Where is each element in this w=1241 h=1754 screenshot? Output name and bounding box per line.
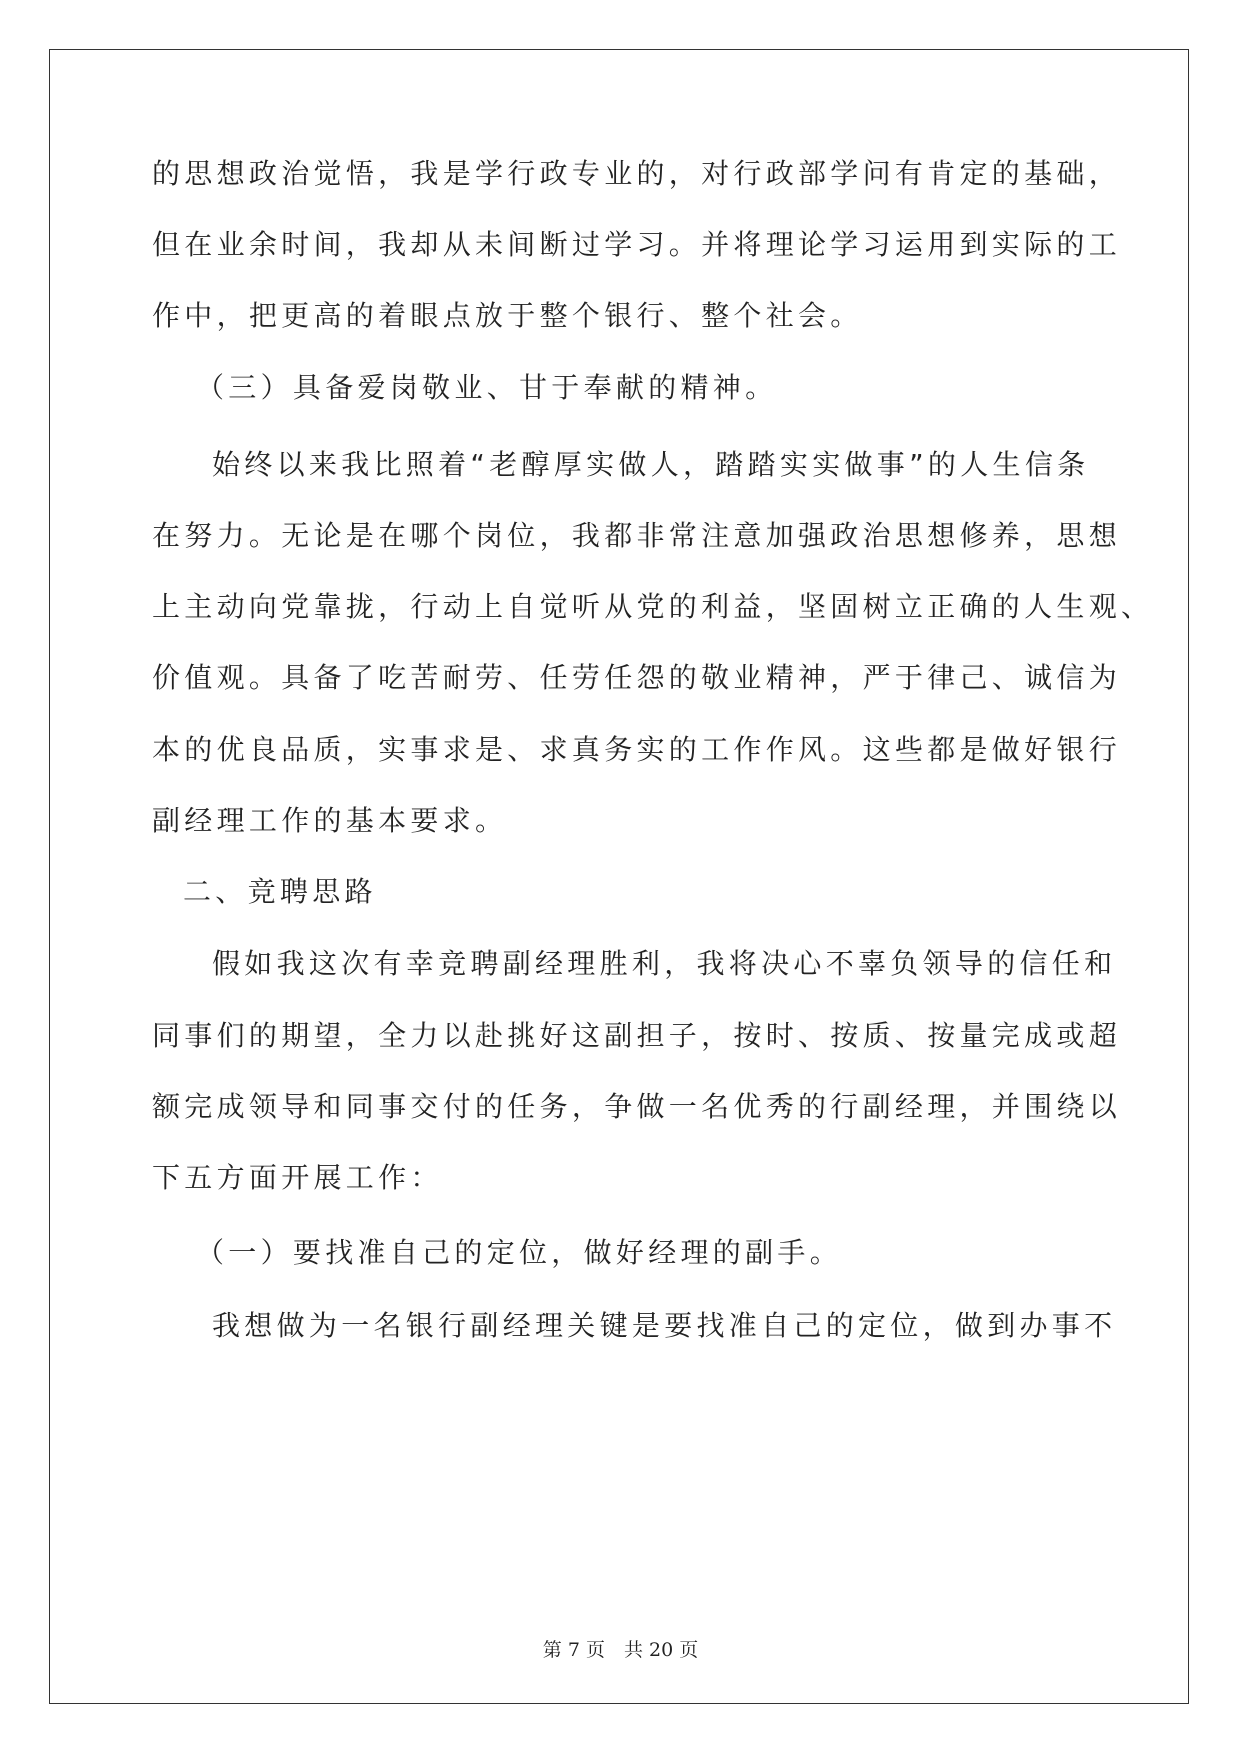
paragraph-line: 价值观。具备了吃苦耐劳、任劳任怨的敬业精神，严于律己、诚信为 (152, 661, 1122, 694)
section-heading: （一）要找准自己的定位，做好经理的副手。 (196, 1236, 843, 1269)
paragraph-line: 额完成领导和同事交付的任务，争做一名优秀的行副经理，并围绕以 (152, 1090, 1122, 1123)
paragraph-line: 上主动向党靠拢，行动上自觉听从党的利益，坚固树立正确的人生观、 (152, 590, 1154, 623)
paragraph-line: 的思想政治觉悟，我是学行政专业的，对行政部学问有肯定的基础， (152, 157, 1122, 190)
paragraph-line: 在努力。无论是在哪个岗位，我都非常注意加强政治思想修养，思想 (152, 519, 1122, 552)
paragraph-line: 假如我这次有幸竞聘副经理胜利，我将决心不辜负领导的信任和 (212, 947, 1117, 980)
section-heading: （三）具备爱岗敬业、甘于奉献的精神。 (196, 371, 778, 404)
paragraph-line: 我想做为一名银行副经理关键是要找准自己的定位，做到办事不 (212, 1309, 1117, 1342)
paragraph-line: 始终以来我比照着“老醇厚实做人，踏踏实实做事”的人生信条 (212, 448, 1090, 481)
paragraph-line: 本的优良品质，实事求是、求真务实的工作作风。这些都是做好银行 (152, 733, 1122, 766)
paragraph-line: 副经理工作的基本要求。 (152, 804, 508, 837)
paragraph-line: 作中，把更高的着眼点放于整个银行、整个社会。 (152, 299, 863, 332)
paragraph-line: 同事们的期望，全力以赴挑好这副担子，按时、按质、按量完成或超 (152, 1019, 1122, 1052)
paragraph-line: 但在业余时间，我却从未间断过学习。并将理论学习运用到实际的工 (152, 228, 1122, 261)
section-heading: 二、竞聘思路 (183, 875, 377, 908)
page-number-footer: 第 7 页 共 20 页 (542, 1639, 699, 1661)
paragraph-line: 下五方面开展工作： (152, 1161, 443, 1194)
